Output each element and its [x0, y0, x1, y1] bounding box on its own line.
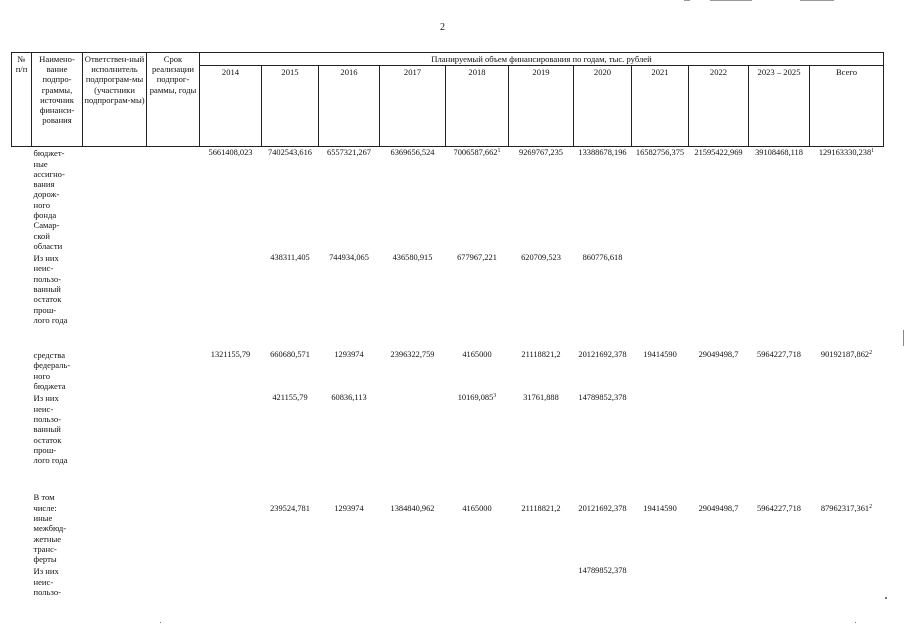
source-name-line: области — [33, 240, 63, 251]
amount-value: 39108468,118 — [755, 148, 803, 158]
cell-no — [12, 482, 32, 565]
cell-amount — [262, 565, 319, 605]
cell-amount — [319, 340, 380, 392]
cell-no — [12, 147, 32, 252]
source-name-line: бюджет- — [33, 148, 65, 159]
source-name-line: ферты — [33, 554, 57, 565]
cell-term — [147, 340, 200, 392]
cell-amount — [200, 340, 262, 392]
cell-no — [12, 340, 32, 392]
cell-amount — [380, 147, 446, 252]
amount-value: 677967,221 — [457, 253, 497, 263]
source-name-line: В том — [33, 492, 55, 503]
cell-amount — [749, 392, 810, 482]
amount-value: 31761,888 — [523, 393, 559, 403]
cell-amount — [632, 340, 689, 392]
source-name-line: неис- — [33, 403, 54, 414]
amount-value: 29049498,7 — [698, 504, 739, 514]
cell-amount — [749, 252, 810, 340]
source-name-line: ассигно- — [33, 168, 65, 179]
amount-value: 239524,781 — [270, 504, 310, 514]
amount-value: 7006587,662 — [453, 148, 498, 158]
table-row — [12, 565, 884, 605]
cell-executor — [83, 252, 147, 340]
source-name-line: Самар- — [33, 220, 60, 231]
header-year: 2020 — [574, 66, 632, 147]
cell-amount — [446, 147, 509, 252]
cell-amount — [262, 482, 319, 565]
amount-value: 19414590 — [643, 504, 677, 514]
cell-amount — [446, 340, 509, 392]
source-name-line: ской — [33, 230, 50, 241]
header-planned: Планируемый объем финансирования по годам, тыс. рублей — [200, 53, 884, 66]
table-row — [12, 340, 884, 392]
amount-value: 20121692,378 — [578, 504, 627, 514]
source-name-line: ные — [33, 158, 48, 169]
cell-amount — [810, 565, 884, 605]
cell-amount — [749, 147, 810, 252]
cell-amount — [574, 565, 632, 605]
footnote-mark: 1 — [871, 148, 875, 155]
cell-amount — [509, 482, 574, 565]
source-name-line: пользо- — [33, 587, 61, 598]
amount-value: 60836,113 — [331, 393, 367, 403]
amount-value: 14789852,378 — [578, 566, 627, 576]
table-row — [12, 392, 884, 482]
cell-executor — [83, 392, 147, 482]
amount-value: 9269767,235 — [519, 148, 563, 158]
amount-value: 1321155,79 — [210, 350, 251, 360]
cell-amount — [632, 392, 689, 482]
header-year: 2022 — [689, 66, 749, 147]
amount-value: 5661408,023 — [208, 148, 253, 158]
cell-amount — [319, 565, 380, 605]
source-name-line: ного — [33, 199, 51, 210]
source-name-line: остаток — [33, 294, 62, 305]
header-year: Всего — [810, 66, 884, 147]
cell-amount — [810, 482, 884, 565]
source-name-line: иные — [33, 512, 53, 523]
source-name-line: ванный — [33, 284, 61, 295]
cell-executor — [83, 340, 147, 392]
cell-amount — [446, 482, 509, 565]
amount-value: 16582756,375 — [635, 148, 685, 158]
cell-amount — [810, 392, 884, 482]
source-name-line: пользо- — [33, 273, 61, 284]
cell-no — [12, 252, 32, 340]
cell-amount — [632, 252, 689, 340]
source-name-line: федераль- — [33, 360, 71, 371]
cell-source-name — [32, 392, 83, 482]
source-name-line: межбюд- — [33, 523, 67, 534]
right-edge-mark — [903, 330, 904, 346]
header-name: Наимено-вание подпро-граммы, источник финанси-рования — [32, 53, 83, 147]
cell-term — [147, 252, 200, 340]
cell-amount — [689, 147, 749, 252]
cell-source-name — [32, 147, 83, 252]
amount-value: 6369656,524 — [390, 148, 435, 158]
source-name-line: транс- — [33, 543, 57, 554]
amount-value: 1384840,962 — [390, 504, 435, 514]
table-row — [12, 252, 884, 340]
cell-amount — [689, 482, 749, 565]
cell-amount — [632, 147, 689, 252]
cell-amount — [689, 565, 749, 605]
cell-amount — [509, 392, 574, 482]
cell-amount — [200, 392, 262, 482]
cell-source-name — [32, 252, 83, 340]
amount-value: 21118821,2 — [521, 504, 561, 514]
source-name-line: прош- — [33, 444, 57, 455]
amount-value: 4165000 — [462, 504, 492, 514]
cell-amount — [632, 482, 689, 565]
amount-value: 7402543,616 — [268, 148, 312, 158]
cell-term — [147, 147, 200, 252]
source-name-line: неис- — [33, 263, 54, 274]
cell-amount — [689, 340, 749, 392]
source-name-line: Из них — [33, 566, 59, 577]
cell-amount — [749, 482, 810, 565]
source-name-line: лого года — [33, 455, 68, 466]
cell-amount — [509, 252, 574, 340]
amount-value: 2396322,759 — [390, 350, 435, 360]
amount-value: 87962317,361 — [820, 504, 870, 514]
cell-amount — [262, 392, 319, 482]
table-row — [12, 147, 884, 252]
cell-term — [147, 482, 200, 565]
page-number: 2 — [440, 22, 445, 33]
source-name-line: ванный — [33, 424, 61, 435]
cell-amount — [509, 147, 574, 252]
cell-no — [12, 392, 32, 482]
footnote-mark: 2 — [869, 504, 873, 511]
header-year: 2016 — [319, 66, 380, 147]
top-edge-marks — [680, 0, 840, 4]
cell-amount — [446, 565, 509, 605]
cell-amount — [319, 482, 380, 565]
cell-amount — [200, 482, 262, 565]
source-name-line: средства — [33, 350, 66, 361]
cell-amount — [380, 340, 446, 392]
cell-amount — [749, 340, 810, 392]
amount-value: 436580,915 — [392, 253, 433, 263]
header-year: 2019 — [509, 66, 574, 147]
amount-value: 438311,405 — [270, 253, 310, 263]
cell-executor — [83, 565, 147, 605]
cell-amount — [262, 147, 319, 252]
header-year: 2023 – 2025 — [749, 66, 810, 147]
cell-amount — [810, 147, 884, 252]
amount-value: 421155,79 — [272, 393, 308, 403]
cell-amount — [574, 482, 632, 565]
cell-amount — [446, 252, 509, 340]
source-name-line: неис- — [33, 576, 54, 587]
header-no: № п/п — [12, 53, 32, 147]
amount-value: 5964227,718 — [757, 504, 801, 514]
source-name-line: числе: — [33, 502, 57, 513]
footnote-mark: 3 — [493, 393, 497, 400]
amount-value: 20121692,378 — [578, 350, 627, 360]
cell-amount — [262, 252, 319, 340]
amount-value: 860776,618 — [582, 253, 623, 263]
header-year: 2017 — [380, 66, 446, 147]
amount-value: 1293974 — [334, 350, 364, 360]
header-executor: Ответствен-ный исполнитель подпрограм-мы (участники подпрограм-мы) — [83, 53, 147, 147]
cell-amount — [380, 392, 446, 482]
cell-amount — [574, 340, 632, 392]
source-name-line: прош- — [33, 304, 57, 315]
header-year: 2021 — [632, 66, 689, 147]
amount-value: 6557321,267 — [327, 148, 371, 158]
table-body — [12, 147, 884, 606]
cell-executor — [83, 147, 147, 252]
amount-value: 10169,085 — [457, 393, 494, 403]
amount-value: 660680,571 — [270, 350, 310, 360]
header-year: 2014 — [200, 66, 262, 147]
cell-amount — [380, 252, 446, 340]
cell-amount — [262, 340, 319, 392]
source-name-line: остаток — [33, 434, 62, 445]
cell-amount — [446, 392, 509, 482]
footnote-mark: 2 — [869, 350, 873, 357]
table-row — [12, 482, 884, 565]
source-name-line: дорож- — [33, 189, 60, 200]
cell-source-name — [32, 340, 83, 392]
cell-amount — [689, 392, 749, 482]
speck-mark — [885, 597, 887, 599]
source-name-line: Из них — [33, 253, 59, 264]
cell-term — [147, 565, 200, 605]
cell-amount — [810, 340, 884, 392]
amount-value: 21595422,969 — [694, 148, 743, 158]
cell-amount — [319, 147, 380, 252]
header-row-top — [12, 53, 884, 66]
source-name-line: Из них — [33, 393, 59, 404]
source-name-line: жетные — [33, 533, 62, 544]
cell-amount — [319, 252, 380, 340]
amount-value: 744934,065 — [329, 253, 369, 263]
cell-amount — [509, 565, 574, 605]
amount-value: 1293974 — [334, 504, 364, 514]
financing-table — [11, 52, 884, 605]
header-year: 2018 — [446, 66, 509, 147]
source-name-line: фонда — [33, 209, 57, 220]
cell-amount — [200, 147, 262, 252]
cell-amount — [574, 392, 632, 482]
cell-amount — [574, 147, 632, 252]
header-year: 2015 — [262, 66, 319, 147]
source-name-line: ного — [33, 370, 51, 381]
source-name-line: вания — [33, 179, 55, 190]
cell-source-name — [32, 565, 83, 605]
cell-amount — [689, 252, 749, 340]
cell-amount — [380, 482, 446, 565]
source-name-line: бюджета — [33, 381, 66, 392]
cell-amount — [380, 565, 446, 605]
footnote-mark: 1 — [497, 148, 501, 155]
amount-value: 129163330,238 — [818, 148, 872, 158]
source-name-line: пользо- — [33, 413, 61, 424]
cell-amount — [632, 565, 689, 605]
amount-value: 90192187,862 — [820, 350, 870, 360]
amount-value: 4165000 — [462, 350, 492, 360]
amount-value: 21118821,2 — [521, 350, 561, 360]
amount-value: 19414590 — [643, 350, 677, 360]
speck-mark — [160, 622, 161, 623]
header-term: Срок реализации подпрог-раммы, годы — [147, 53, 200, 147]
amount-value: 14789852,378 — [578, 393, 627, 403]
speck-mark — [855, 622, 856, 623]
cell-amount — [574, 252, 632, 340]
amount-value: 13388678,196 — [578, 148, 627, 158]
amount-value: 29049498,7 — [698, 350, 739, 360]
cell-amount — [200, 565, 262, 605]
cell-amount — [509, 340, 574, 392]
source-name-line: лого года — [33, 314, 68, 325]
cell-term — [147, 392, 200, 482]
cell-amount — [200, 252, 262, 340]
cell-no — [12, 565, 32, 605]
cell-amount — [749, 565, 810, 605]
cell-amount — [319, 392, 380, 482]
cell-source-name — [32, 482, 83, 565]
amount-value: 5964227,718 — [757, 350, 801, 360]
cell-amount — [810, 252, 884, 340]
amount-value: 620709,523 — [521, 253, 561, 263]
cell-executor — [83, 482, 147, 565]
